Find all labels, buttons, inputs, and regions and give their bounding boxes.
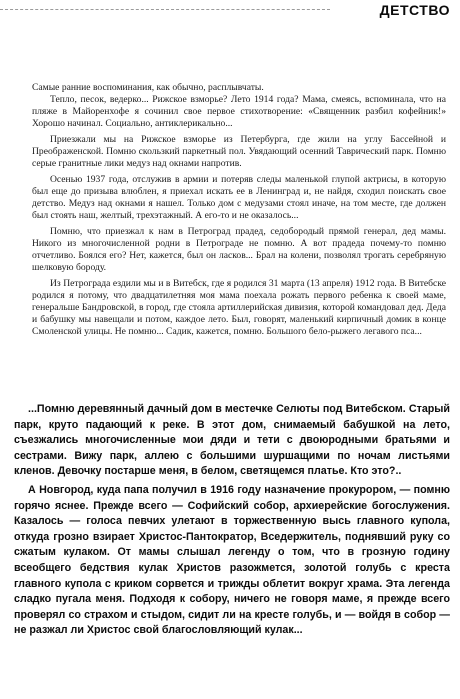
- paragraph-1: Самые ранние воспоминания, как обычно, расплывчаты.: [32, 82, 264, 93]
- bold-paragraph-1: ...Помню деревянный дачный дом в местечке Селюты под Витебском. Старый парк, круто падающий к реке. В этот дом, снимаемый бабушкой на лето, съезжались многочисленные мои дяди и тети с двоюродными братьями и сестрами. Вижу парк, аллею с большими шуршащими по ночам листьями кленов. Девочку постарше меня, в белом, светящемся платье. Кто это?..: [14, 403, 450, 478]
- header-rule: [0, 9, 330, 10]
- bold-text-block: [14, 402, 450, 639]
- paragraph-3: Приезжали мы на Рижское взморье из Петербурга, где жили на углу Бассейной и Преображенской. Помню скользкий паркетный пол. Увядающий осенний Таврический парк. Помню серые гранитные лики медуз над окнами напротив.: [32, 134, 446, 169]
- bold-paragraph-2: А Новгород, куда папа получил в 1916 году назначение прокурором, — помню горячо яснее. Прежде всего — Софийский собор, архиерейские богослужения. Казалось — голоса певчих улетают в торжественную высь главного купола, откуда грозно взирает Христос-Пантократор, Вседержитель, поднявший руку со сжатым кулаком. От мамы слышал легенду о том, что в грозную годину всеобщего бедствия кулак Христов разожмется, золотой голубь с креста главного купола с криком сорвется и трижды облетит вокруг храма. Эта легенда сладко пугала меня. Подходя к собору, ничего не говоря маме, я прежде всего проверял со страхом и стыдом, сидит ли на кресте голубь, и — войдя в собор — не разжал ли Христос свой благословляющий кулак...: [14, 483, 450, 637]
- running-header-title: ДЕТСТВО: [379, 2, 450, 18]
- paragraph-2: Тепло, песок, ведерко... Рижское взморье? Лето 1914 года? Мама, смеясь, вспоминала, что на пляже в Майоренхофе я сочинил свое первое стихотворение: «Священник разбил кофейник!» Хорошо начинал. Социально, антиклерикально...: [32, 94, 446, 129]
- regular-text-block: [32, 82, 446, 338]
- paragraph-5: Помню, что приезжал к нам в Петроград прадед, седобородый прямой генерал, дед мамы. Никого из многочисленной родни в Петрограде не помню. А вот прадеда почему-то помню отчетливо. Боялся его? Нет, кажется, был он ласков... Брал на колени, позволял трогать серебряную шелковую бороду.: [32, 226, 446, 273]
- paragraph-6: Из Петрограда ездили мы и в Витебск, где я родился 31 марта (13 апреля) 1912 года. В Витебске родился я потому, что двадцатилетняя моя мама поехала рожать первого ребенка к своей маме, генеральше Бандровской, в город, где стояла артиллерийская дивизия, которой командовал дед. Деда и бабушку мы навещали и потом, каждое лето. Был, говорят, маленький кирпичный домик в конце Смоленской улицы. Не помню... Садик, кажется, помню. Большого бело-рыжего легавого пса...: [32, 278, 446, 337]
- paragraph-4: Осенью 1937 года, отслужив в армии и потеряв следы маленькой глупой актрисы, в которую был еще до призыва влюблен, я приехал искать ее в Ленинград и, не найдя, сходил поискать свое детство. Медуз над окнами я нашел. Только дом с медузами стоял иначе, на том месте, где должен был стоять наш, желтый, трехэтажный. А его-то и не оказалось...: [32, 174, 446, 221]
